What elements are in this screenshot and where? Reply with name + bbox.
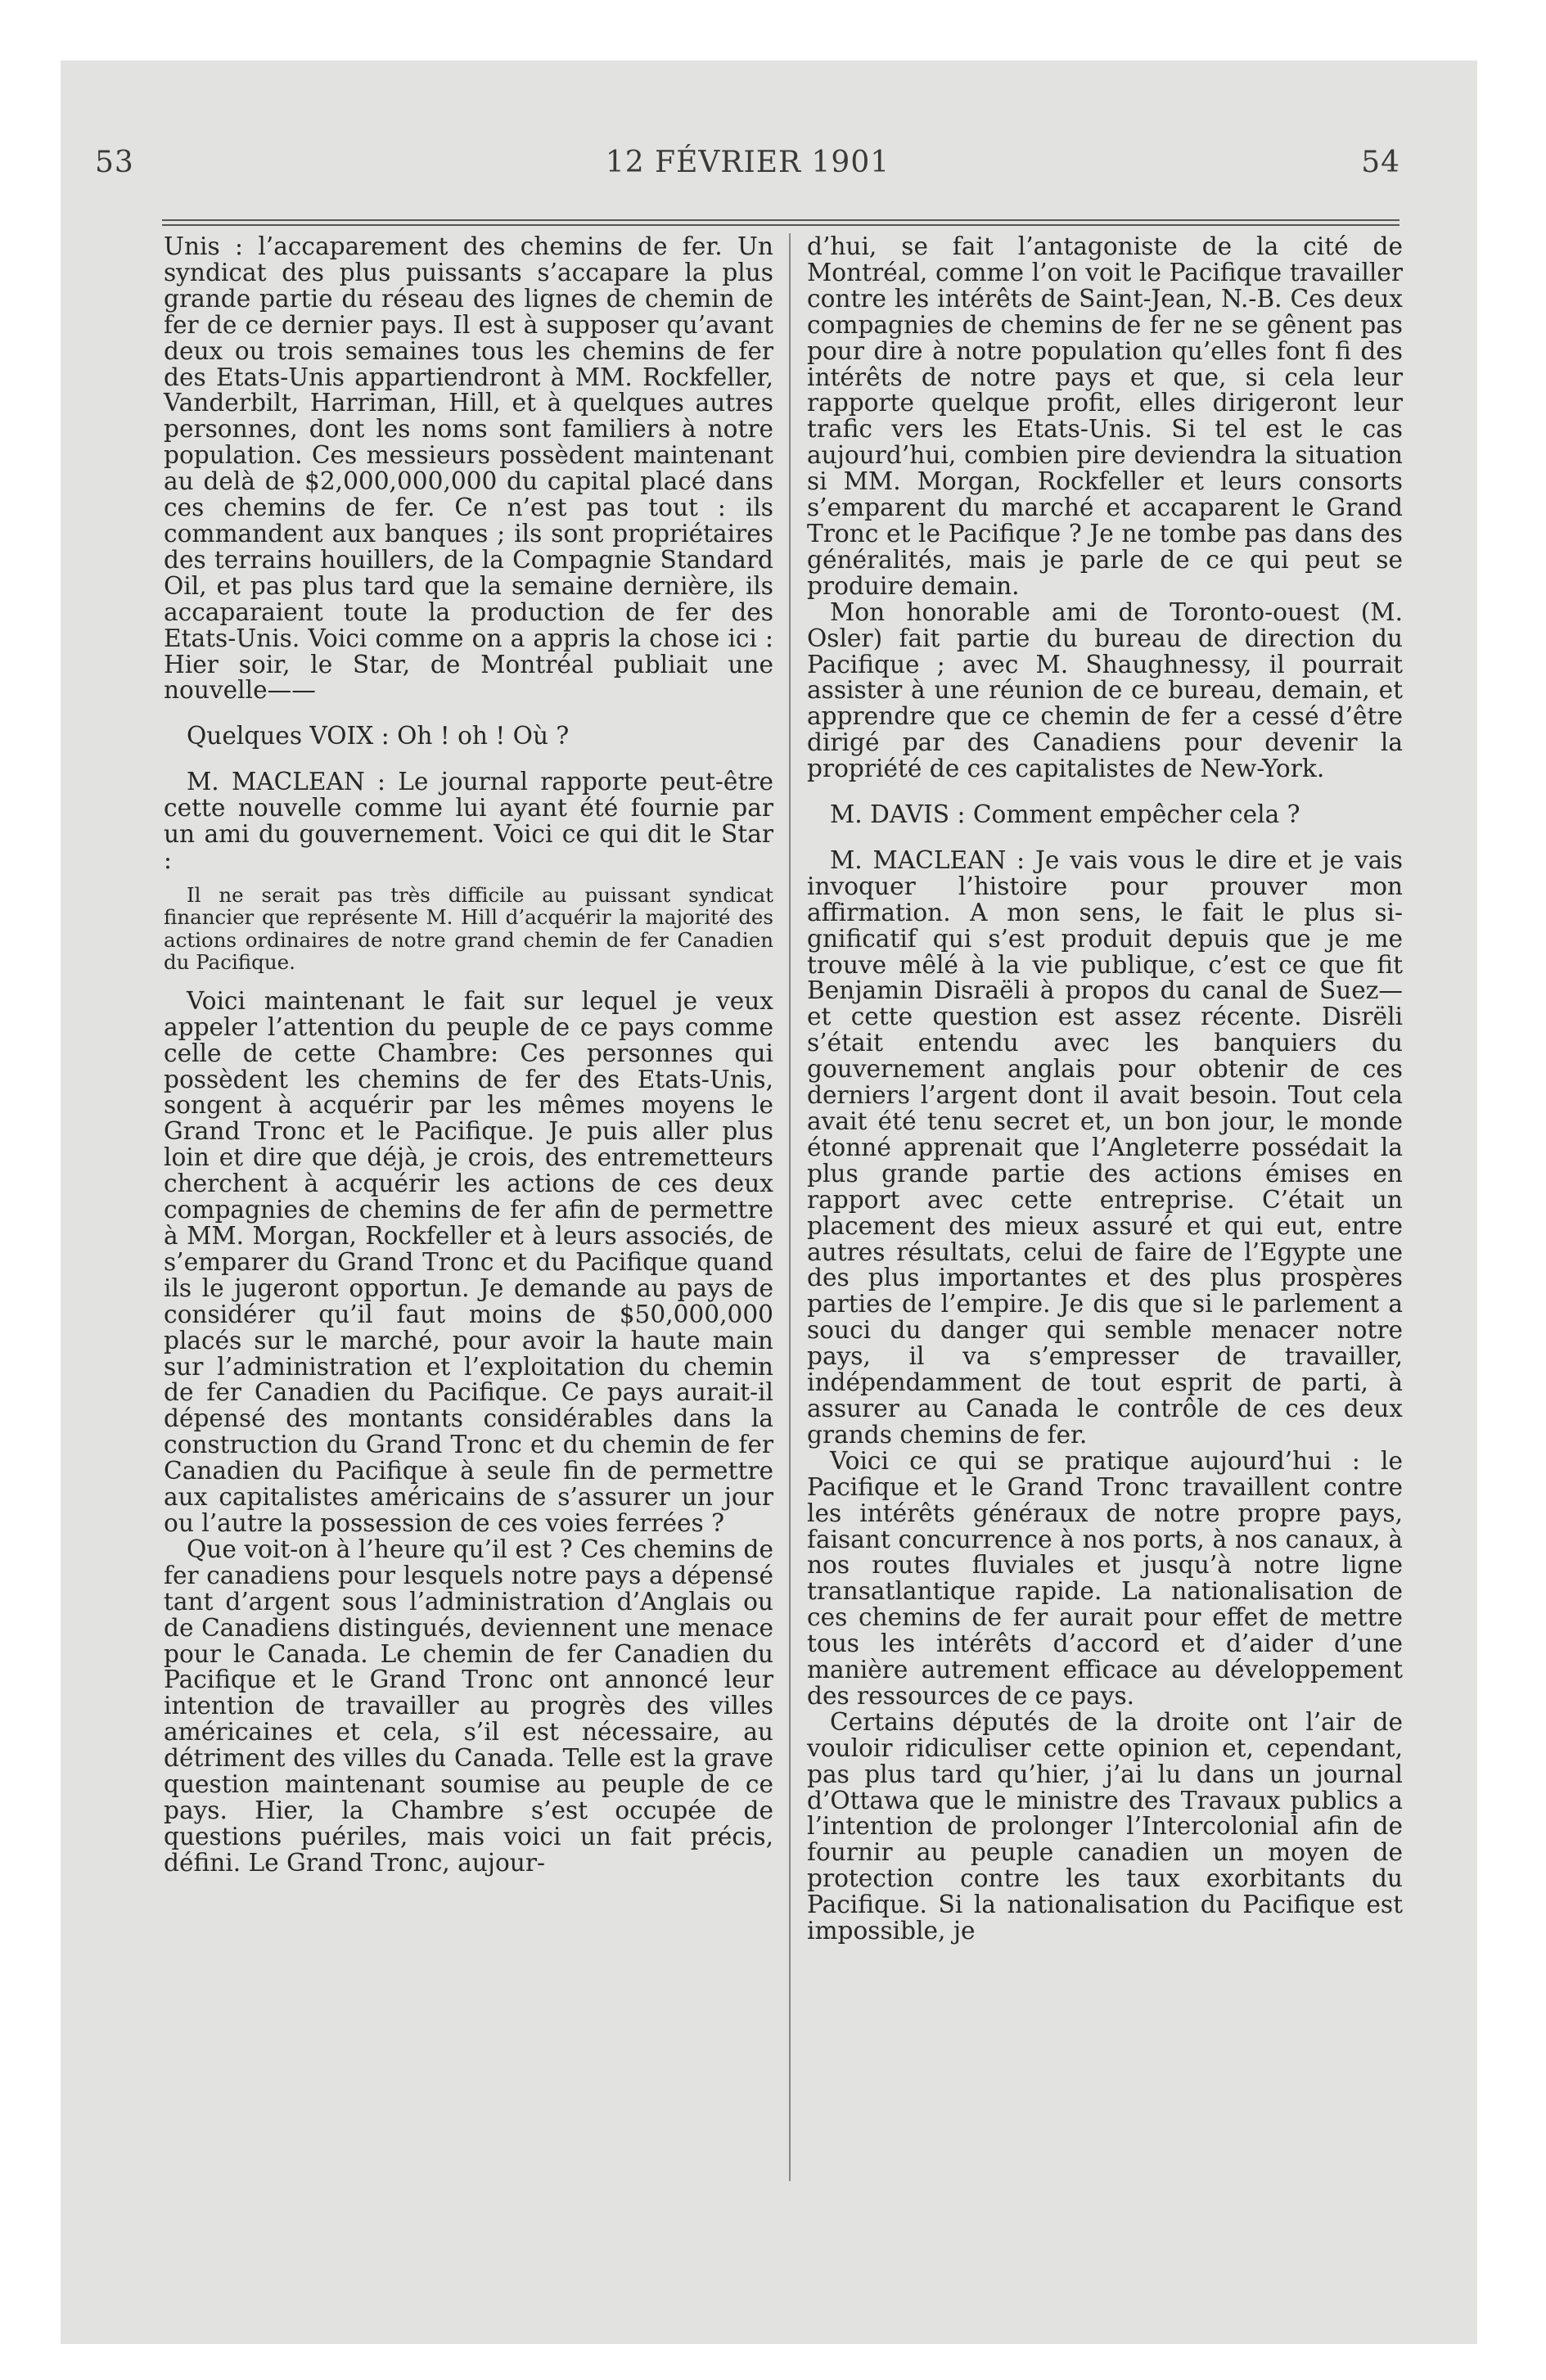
header-rule [162,219,1400,226]
page-header [95,146,1400,188]
column-divider [789,233,791,2181]
paragraph: Mon honorable ami de Toronto-ouest (M. Osler) fait partie du bureau de direction du Pacifique ; avec M. Shaughnessy, il pourrait assister à une réunion de ce bureau, demain, et apprendre que ce chemin de fer a cessé d’être dirigé par des Canadiens pour devenir la propriété de ces capitalistes de New-York. [807,597,1403,783]
speech: M. MACLEAN : Je vais vous le dire et je vais invoquer l’histoire pour prouver mon affirmation. A mon sens, le fait le plus significatif qui s’est produit depuis que je me trouve mêlé à la vie publique, c’est ce que fit Benjamin Disraëli à propos du canal de Suez—et cette question est assez récente. Disrëli s’était entendu avec les banquiers du gouvernement anglais pour obtenir de ces derniers l’argent dont il avait besoin. Tout cela avait été tenu secret et, un bon jour, le monde étonné apprenait que l’Angleterre possédait la plus grande partie des actions émises en rapport avec cette entreprise. C’était un placement des mieux assuré et qui eut, entre autres résultats, celui de faire de l’Egypte une des plus importantes et des plus prospères parties de l’empire. Je dis que si le parlement a souci du danger qui semble menacer notre pays, il va s’empresser de travailler, indépendamment de tout esprit de parti, à assurer au Canada le contrôle de ces deux grands chemins de fer. [807,845,1403,1449]
paragraph: Unis : l’accaparement des chemins de fer. Un syndicat des plus puissants s’accapare la plus grande partie du réseau des lignes de chemin de fer de ce dernier pays. Il est à supposer qu’avant deux ou trois semaines tous les chemins de fer des Etats-Unis appartiendront à MM. Rockfeller, Vanderbilt, Harriman, Hill, et à quelques autres personnes, dont les noms sont familiers à notre population. Ces messieurs possèdent maintenant au delà de $2,000,000,000 du capital placé dans ces chemins de fer. Ce n’est pas tout : ils commandent aux banques ; ils sont propriétaires des terrains houillers, de la Compagnie Standard Oil, et pas plus tard que la semaine dernière, ils accaparaient toute la production de fer des Etats-Unis. Voici comme on a appris la chose ici : Hier soir, le Star, de Montréal publiait une nouvelle—— [164,232,773,705]
page-date: 12 FÉVRIER 1901 [605,146,890,179]
speech: M. MACLEAN : Le journal rapporte peut-être cette nouvelle comme lui ayant été fournie par un ami du gouvernement. Voici ce qui dit le Star : [164,768,773,874]
paragraph: Certains députés de la droite ont l’air de vouloir ridiculiser cette opinion et, cependant, pas plus tard qu’hier, j’ai lu dans un journal d’Ottawa que le ministre des Travaux publics a l’intention de prolonger l’Intercolonial afin de fournir au peuple canadien un moyen de protection contre les taux exorbitants du Pacifique. Si la nationalisation du Pacifique est impossible, je [807,1707,1403,1945]
interjection: M. DAVIS : Comment empêcher cela ? [830,800,1300,829]
right-page-number: 54 [1361,146,1400,179]
left-page-number: 53 [95,146,134,179]
paragraph: d’hui, se fait l’antagoniste de la cité de Montréal, comme l’on voit le Pacifique travailler contre les intérêts de Saint-Jean, N.-B. Ces deux compagnies de chemins de fer ne se gênent pas pour dire à notre population qu’elles font fi des intérêts de notre pays et que, si cela leur rapporte quelque profit, elles dirigeront leur trafic vers les Etats-Unis. Si tel est le cas aujourd’hui, combien pire deviendra la situation si MM. Morgan, Rockfeller et leurs consorts s’emparent du marché et accaparent le Grand Tronc et le Pacifique ? Je ne tombe pas dans des généralités, mais je parle de ce qui peut se produire demain. [807,232,1403,600]
interjection: Quelques VOIX : Oh ! oh ! Où ? [187,722,570,751]
paragraph: Voici ce qui se pratique aujourd’hui : le Pacifique et le Grand Tronc travaillent contre les intérêts généraux de notre propre pays, faisant concurrence à nos ports, à nos canaux, à nos routes fluviales et jusqu’à notre ligne transatlantique rapide. La nationalisation de ces chemins de fer aurait pour effet de mettre tous les intérêts d’accord et d’aider d’une manière autrement efficace au développement des ressources de ce pays. [807,1446,1403,1710]
paragraph: Voici maintenant le fait sur lequel je veux appeler l’attention du peuple de ce pays comme celle de cette Chambre: Ces personnes qui possèdent les chemins de fer des Etats-Unis, songent à acquérir par les mêmes moyens le Grand Tronc et le Pacifique. Je puis aller plus loin et dire que déjà, je crois, des entremetteurs cherchent à acquérir les actions de ces deux compagnies de chemins de fer afin de permettre à MM. Morgan, Rockfeller et à leurs associés, de s’emparer du Grand Tronc et du Pacifique quand ils le jugeront opportun. Je demande au pays de considérer qu’il faut moins de $50,000,000 placés sur le marché, pour avoir la haute main sur l’administration et l’exploitation du chemin de fer Canadien du Pacifique. Ce pays aurait-il dépensé des montants considérables dans la construction du Grand Tronc et du chemin de fer Canadien du Pacifique à seule fin de permettre aux capitalistes américains de s’assurer un jour ou l’autre la possession de ces voies ferrées ? [164,986,773,1537]
paragraph: Que voit-on à l’heure qu’il est ? Ces chemins de fer canadiens pour lesquels notre pays a dépensé tant d’argent sous l’administration d’Anglais ou de Canadiens distingués, deviennent une menace pour le Canada. Le chemin de fer Canadien du Pacifique et le Grand Tronc ont annoncé leur intention de travailler au progrès des villes américaines et cela, s’il est nécessaire, au détriment des villes du Canada. Telle est la grave question maintenant soumise au peuple de ce pays. Hier, la Chambre s’est occupée de questions puériles, mais voici un fait précis, défini. Le Grand Tronc, aujour- [164,1535,773,1877]
right-column [807,234,1403,1945]
left-column [164,234,773,1877]
quotation: Il ne serait pas très difficile au puissant syndicat financier que représente M. Hill d’acquérir la majorité des actions ordinaires de notre grand chemin de fer Canadien du Pacifique. [164,882,773,975]
